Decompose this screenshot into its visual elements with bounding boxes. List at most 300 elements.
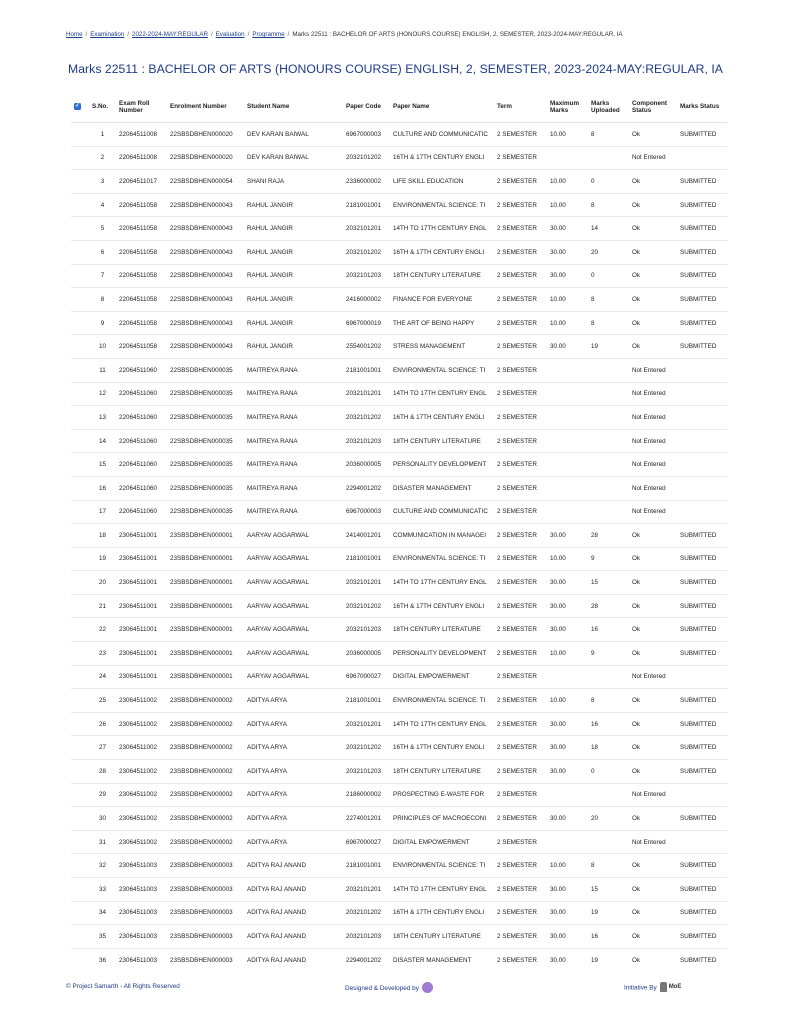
cell-enrolment-number: 23SBSDBHEN000001 [167,642,244,666]
cell-paper-name: 14TH TO 17TH CENTURY ENGL [390,878,494,902]
cell-marks-uploaded: 9 [588,642,629,666]
cell-student-name: MAITREYA RANA [244,476,343,500]
cell-maximum-marks [547,476,588,500]
cell-marks-status [677,358,727,382]
cell-maximum-marks [547,453,588,477]
cell-marks-uploaded [588,830,629,854]
developer-logo-icon [422,982,433,993]
cell-paper-name: CULTURE AND COMMUNICATIC [390,500,494,524]
cell-sno: 3 [89,170,116,194]
cell-term: 2 SEMESTER [494,854,547,878]
cell-paper-name: DISASTER MANAGEMENT [390,948,494,970]
cell-paper-name: 16TH & 17TH CENTURY ENGLI [390,594,494,618]
table-row[interactable] [71,642,727,666]
cell-marks-status: SUBMITTED [677,240,727,264]
table-row[interactable] [71,406,727,430]
cell-student-name: ADITYA ARYA [244,689,343,713]
table-row[interactable] [71,123,727,147]
cell-maximum-marks [547,500,588,524]
table-row[interactable] [71,193,727,217]
cell-paper-name: COMMUNICATION IN MANAGEI [390,524,494,548]
cell-exam-roll-number: 22064511060 [116,500,167,524]
cell-paper-name: ENVIRONMENTAL SCIENCE: TI [390,689,494,713]
cell-sno: 1 [89,123,116,147]
cell-maximum-marks [547,146,588,170]
cell-paper-name: 18TH CENTURY LITERATURE [390,760,494,784]
cell-marks-uploaded: 8 [588,854,629,878]
cell-maximum-marks [547,830,588,854]
cell-exam-roll-number: 23064511002 [116,760,167,784]
cell-component-status: Ok [629,240,677,264]
cell-paper-name: DISASTER MANAGEMENT [390,476,494,500]
cell-paper-code: 2294001202 [343,476,390,500]
cell-student-name: ADITYA ARYA [244,760,343,784]
cell-maximum-marks [547,382,588,406]
column-header-sno: S.No. [89,92,116,123]
cell-exam-roll-number: 22064511058 [116,311,167,335]
cell-term: 2 SEMESTER [494,500,547,524]
cell-marks-uploaded: 16 [588,618,629,642]
cell-paper-code: 2554001202 [343,335,390,359]
cell-component-status: Ok [629,642,677,666]
table-row[interactable] [71,311,727,335]
cell-paper-name: FINANCE FOR EVERYONE [390,288,494,312]
cell-marks-uploaded [588,429,629,453]
cell-paper-code: 2336000002 [343,170,390,194]
cell-marks-uploaded: 16 [588,712,629,736]
cell-exam-roll-number: 22064511060 [116,453,167,477]
cell-component-status: Ok [629,901,677,925]
national-emblem-icon [660,982,667,992]
cell-marks-status [677,783,727,807]
cell-exam-roll-number: 23064511002 [116,807,167,831]
cell-maximum-marks: 10.00 [547,547,588,571]
row-select-cell [71,760,89,784]
cell-component-status: Not Entered [629,429,677,453]
cell-maximum-marks: 30.00 [547,807,588,831]
cell-paper-code: 2414001201 [343,524,390,548]
cell-component-status: Not Entered [629,382,677,406]
row-select-cell [71,736,89,760]
cell-component-status: Not Entered [629,476,677,500]
cell-marks-uploaded [588,453,629,477]
cell-exam-roll-number: 23064511002 [116,736,167,760]
cell-student-name: AARYAV AGGARWAL [244,524,343,548]
table-row[interactable] [71,335,727,359]
cell-enrolment-number: 23SBSDBHEN000002 [167,736,244,760]
cell-marks-uploaded: 0 [588,264,629,288]
cell-student-name: ADITYA ARYA [244,830,343,854]
cell-enrolment-number: 22SBSDBHEN000035 [167,429,244,453]
table-row[interactable] [71,170,727,194]
cell-exam-roll-number: 23064511001 [116,524,167,548]
cell-marks-status: SUBMITTED [677,760,727,784]
table-row[interactable] [71,712,727,736]
cell-paper-code: 2032101203 [343,429,390,453]
cell-marks-uploaded: 19 [588,901,629,925]
row-select-cell [71,524,89,548]
column-header-paper-code: Paper Code [343,92,390,123]
cell-student-name: ADITYA ARYA [244,807,343,831]
cell-maximum-marks: 10.00 [547,123,588,147]
cell-exam-roll-number: 23064511001 [116,642,167,666]
table-row[interactable] [71,665,727,689]
cell-term: 2 SEMESTER [494,123,547,147]
cell-exam-roll-number: 22064511058 [116,217,167,241]
cell-marks-status: SUBMITTED [677,925,727,949]
cell-term: 2 SEMESTER [494,594,547,618]
cell-term: 2 SEMESTER [494,382,547,406]
breadcrumb-home[interactable]: Home [66,31,83,38]
cell-paper-code: 2181001001 [343,358,390,382]
cell-paper-code: 2274001201 [343,807,390,831]
column-header-marks-uploaded: Marks Uploaded [588,92,629,123]
cell-paper-name: 14TH TO 17TH CENTURY ENGL [390,571,494,595]
cell-paper-code: 2032101203 [343,264,390,288]
cell-exam-roll-number: 22064511058 [116,193,167,217]
cell-marks-uploaded: 0 [588,760,629,784]
table-row[interactable] [71,476,727,500]
cell-paper-code: 2032101203 [343,760,390,784]
cell-enrolment-number: 23SBSDBHEN000002 [167,830,244,854]
cell-marks-status: SUBMITTED [677,807,727,831]
column-header-term: Term [494,92,547,123]
footer [0,977,791,999]
cell-student-name: DEV KARAN BAIWAL [244,146,343,170]
cell-enrolment-number: 22SBSDBHEN000035 [167,406,244,430]
cell-term: 2 SEMESTER [494,783,547,807]
cell-term: 2 SEMESTER [494,429,547,453]
breadcrumb-examination[interactable]: Examination [90,31,125,38]
cell-student-name: DEV KARAN BAIWAL [244,123,343,147]
cell-marks-uploaded: 19 [588,335,629,359]
breadcrumb-session[interactable]: 2022-2024-MAY:REGULAR [132,31,208,38]
cell-term: 2 SEMESTER [494,878,547,902]
cell-component-status: Ok [629,948,677,970]
cell-marks-uploaded [588,358,629,382]
cell-maximum-marks [547,783,588,807]
cell-term: 2 SEMESTER [494,406,547,430]
cell-paper-code: 2032101201 [343,878,390,902]
row-select-cell [71,476,89,500]
cell-student-name: AARYAV AGGARWAL [244,547,343,571]
cell-student-name: RAHUL JANGIR [244,193,343,217]
cell-paper-code: 2181001001 [343,854,390,878]
cell-exam-roll-number: 23064511003 [116,925,167,949]
cell-paper-code: 2294001202 [343,948,390,970]
cell-enrolment-number: 23SBSDBHEN000003 [167,878,244,902]
table-header-row [71,92,727,123]
cell-component-status: Ok [629,335,677,359]
cell-enrolment-number: 22SBSDBHEN000043 [167,311,244,335]
cell-component-status: Not Entered [629,783,677,807]
cell-student-name: ADITYA RAJ ANAND [244,948,343,970]
cell-component-status: Ok [629,878,677,902]
cell-marks-status: SUBMITTED [677,642,727,666]
breadcrumb-programme[interactable]: Programme [252,31,285,38]
cell-component-status: Not Entered [629,406,677,430]
table-row[interactable] [71,500,727,524]
cell-marks-status: SUBMITTED [677,594,727,618]
row-select-cell [71,288,89,312]
cell-paper-name: STRESS MANAGEMENT [390,335,494,359]
table-row[interactable] [71,807,727,831]
table-row[interactable] [71,217,727,241]
table-row[interactable] [71,524,727,548]
cell-component-status: Ok [629,854,677,878]
cell-exam-roll-number: 22064511060 [116,476,167,500]
cell-sno: 27 [89,736,116,760]
table-row[interactable] [71,571,727,595]
cell-student-name: MAITREYA RANA [244,500,343,524]
row-select-cell [71,264,89,288]
table-row[interactable] [71,618,727,642]
cell-marks-status [677,476,727,500]
table-row[interactable] [71,760,727,784]
cell-component-status: Ok [629,311,677,335]
cell-enrolment-number: 22SBSDBHEN000043 [167,217,244,241]
select-all-checkbox[interactable]: ✓ [74,103,81,110]
cell-exam-roll-number: 22064511060 [116,382,167,406]
cell-term: 2 SEMESTER [494,524,547,548]
cell-paper-name: 16TH & 17TH CENTURY ENGLI [390,406,494,430]
cell-paper-name: CULTURE AND COMMUNICATIC [390,123,494,147]
cell-marks-status: SUBMITTED [677,170,727,194]
cell-component-status: Ok [629,547,677,571]
cell-sno: 15 [89,453,116,477]
table-row[interactable] [71,382,727,406]
cell-marks-status: SUBMITTED [677,571,727,595]
cell-paper-code: 2032101202 [343,736,390,760]
cell-enrolment-number: 23SBSDBHEN000001 [167,571,244,595]
cell-sno: 14 [89,429,116,453]
cell-marks-status: SUBMITTED [677,123,727,147]
cell-paper-name: DIGITAL EMPOWERMENT [390,830,494,854]
table-row[interactable] [71,146,727,170]
cell-maximum-marks: 10.00 [547,689,588,713]
cell-maximum-marks: 10.00 [547,170,588,194]
cell-paper-code: 2181001001 [343,547,390,571]
cell-marks-uploaded [588,146,629,170]
table-row[interactable] [71,925,727,949]
table-row[interactable] [71,689,727,713]
cell-term: 2 SEMESTER [494,476,547,500]
cell-component-status: Ok [629,170,677,194]
cell-student-name: ADITYA RAJ ANAND [244,901,343,925]
table-row[interactable] [71,288,727,312]
cell-exam-roll-number: 23064511001 [116,594,167,618]
cell-paper-name: 14TH TO 17TH CENTURY ENGL [390,217,494,241]
cell-marks-status: SUBMITTED [677,618,727,642]
breadcrumb-separator: / [287,31,290,38]
table-row[interactable] [71,594,727,618]
cell-student-name: RAHUL JANGIR [244,217,343,241]
breadcrumb-separator: / [127,31,130,38]
row-select-cell [71,406,89,430]
cell-term: 2 SEMESTER [494,146,547,170]
cell-exam-roll-number: 23064511002 [116,712,167,736]
cell-maximum-marks: 30.00 [547,878,588,902]
cell-enrolment-number: 23SBSDBHEN000001 [167,594,244,618]
cell-term: 2 SEMESTER [494,264,547,288]
table-row[interactable] [71,453,727,477]
cell-student-name: AARYAV AGGARWAL [244,618,343,642]
cell-enrolment-number: 22SBSDBHEN000043 [167,335,244,359]
breadcrumb-separator: / [247,31,250,38]
cell-paper-code: 6967000019 [343,311,390,335]
cell-term: 2 SEMESTER [494,240,547,264]
cell-enrolment-number: 22SBSDBHEN000043 [167,264,244,288]
table-row[interactable] [71,783,727,807]
cell-marks-uploaded: 8 [588,123,629,147]
row-select-cell [71,689,89,713]
table-row[interactable] [71,547,727,571]
cell-marks-uploaded: 15 [588,571,629,595]
table-row[interactable] [71,948,727,970]
cell-sno: 17 [89,500,116,524]
cell-paper-code: 2032101202 [343,146,390,170]
cell-paper-name: ENVIRONMENTAL SCIENCE: TI [390,193,494,217]
cell-paper-code: 2036000005 [343,642,390,666]
row-select-cell [71,146,89,170]
table-row[interactable] [71,736,727,760]
cell-component-status: Ok [629,807,677,831]
cell-marks-uploaded: 8 [588,311,629,335]
cell-maximum-marks: 30.00 [547,335,588,359]
cell-marks-uploaded [588,665,629,689]
table-row[interactable] [71,240,727,264]
cell-term: 2 SEMESTER [494,760,547,784]
cell-student-name: ADITYA ARYA [244,783,343,807]
cell-enrolment-number: 22SBSDBHEN000035 [167,500,244,524]
cell-enrolment-number: 22SBSDBHEN000043 [167,193,244,217]
cell-student-name: RAHUL JANGIR [244,264,343,288]
cell-maximum-marks: 30.00 [547,618,588,642]
cell-paper-code: 6967000003 [343,500,390,524]
cell-paper-code: 2032101201 [343,571,390,595]
cell-paper-name: 16TH & 17TH CENTURY ENGLI [390,736,494,760]
cell-component-status: Not Entered [629,358,677,382]
cell-maximum-marks: 30.00 [547,264,588,288]
table-row[interactable] [71,878,727,902]
cell-sno: 12 [89,382,116,406]
cell-sno: 36 [89,948,116,970]
table-row[interactable] [71,830,727,854]
cell-component-status: Ok [629,123,677,147]
table-row[interactable] [71,854,727,878]
row-select-cell [71,429,89,453]
cell-marks-status [677,830,727,854]
column-header-maximum-marks: Maximum Marks [547,92,588,123]
cell-maximum-marks: 30.00 [547,217,588,241]
cell-exam-roll-number: 22064511058 [116,264,167,288]
row-select-cell [71,217,89,241]
cell-paper-code: 2032101201 [343,217,390,241]
cell-enrolment-number: 23SBSDBHEN000002 [167,760,244,784]
row-select-cell [71,642,89,666]
cell-paper-name: ENVIRONMENTAL SCIENCE: TI [390,358,494,382]
cell-maximum-marks [547,406,588,430]
cell-paper-code: 2036000005 [343,453,390,477]
cell-sno: 4 [89,193,116,217]
footer-copyright: © Project Samarth - All Rights Reserved [66,983,180,990]
cell-student-name: AARYAV AGGARWAL [244,594,343,618]
table-row[interactable] [71,901,727,925]
cell-enrolment-number: 22SBSDBHEN000035 [167,358,244,382]
cell-sno: 28 [89,760,116,784]
cell-maximum-marks: 30.00 [547,948,588,970]
cell-component-status: Ok [629,594,677,618]
cell-maximum-marks [547,665,588,689]
cell-marks-uploaded [588,382,629,406]
cell-exam-roll-number: 22064511008 [116,123,167,147]
cell-sno: 26 [89,712,116,736]
breadcrumb-evaluation[interactable]: Evaluation [215,31,245,38]
cell-sno: 25 [89,689,116,713]
cell-paper-name: 18TH CENTURY LITERATURE [390,264,494,288]
cell-term: 2 SEMESTER [494,948,547,970]
cell-marks-uploaded: 19 [588,948,629,970]
cell-student-name: MAITREYA RANA [244,358,343,382]
cell-sno: 16 [89,476,116,500]
cell-enrolment-number: 23SBSDBHEN000003 [167,854,244,878]
cell-paper-name: 14TH TO 17TH CENTURY ENGL [390,382,494,406]
cell-paper-name: PERSONALITY DEVELOPMENT [390,642,494,666]
cell-term: 2 SEMESTER [494,288,547,312]
cell-marks-status [677,500,727,524]
cell-term: 2 SEMESTER [494,830,547,854]
cell-maximum-marks: 10.00 [547,311,588,335]
row-select-cell [71,807,89,831]
cell-sno: 24 [89,665,116,689]
cell-maximum-marks: 30.00 [547,240,588,264]
column-header-exam-roll-number: Exam Roll Number [116,92,167,123]
cell-marks-status: SUBMITTED [677,264,727,288]
breadcrumb-separator: / [210,31,213,38]
cell-marks-status [677,665,727,689]
cell-enrolment-number: 23SBSDBHEN000001 [167,524,244,548]
cell-enrolment-number: 23SBSDBHEN000002 [167,689,244,713]
table-row[interactable] [71,429,727,453]
cell-paper-code: 2181001001 [343,689,390,713]
table-row[interactable] [71,358,727,382]
footer-designed-by [345,983,433,994]
cell-sno: 32 [89,854,116,878]
cell-sno: 23 [89,642,116,666]
cell-enrolment-number: 22SBSDBHEN000035 [167,453,244,477]
row-select-cell [71,925,89,949]
cell-exam-roll-number: 22064511060 [116,406,167,430]
cell-exam-roll-number: 23064511001 [116,665,167,689]
cell-student-name: RAHUL JANGIR [244,335,343,359]
cell-component-status: Ok [629,571,677,595]
cell-component-status: Ok [629,288,677,312]
column-header-component-status: Component Status [629,92,677,123]
cell-paper-code: 2032101202 [343,594,390,618]
cell-exam-roll-number: 23064511002 [116,783,167,807]
cell-sno: 11 [89,358,116,382]
column-header-student-name: Student Name [244,92,343,123]
cell-paper-name: LIFE SKILL EDUCATION [390,170,494,194]
cell-term: 2 SEMESTER [494,618,547,642]
cell-maximum-marks: 30.00 [547,594,588,618]
cell-component-status: Ok [629,217,677,241]
cell-maximum-marks: 10.00 [547,288,588,312]
cell-paper-name: 14TH TO 17TH CENTURY ENGL [390,712,494,736]
cell-term: 2 SEMESTER [494,642,547,666]
table-row[interactable] [71,264,727,288]
cell-enrolment-number: 22SBSDBHEN000054 [167,170,244,194]
